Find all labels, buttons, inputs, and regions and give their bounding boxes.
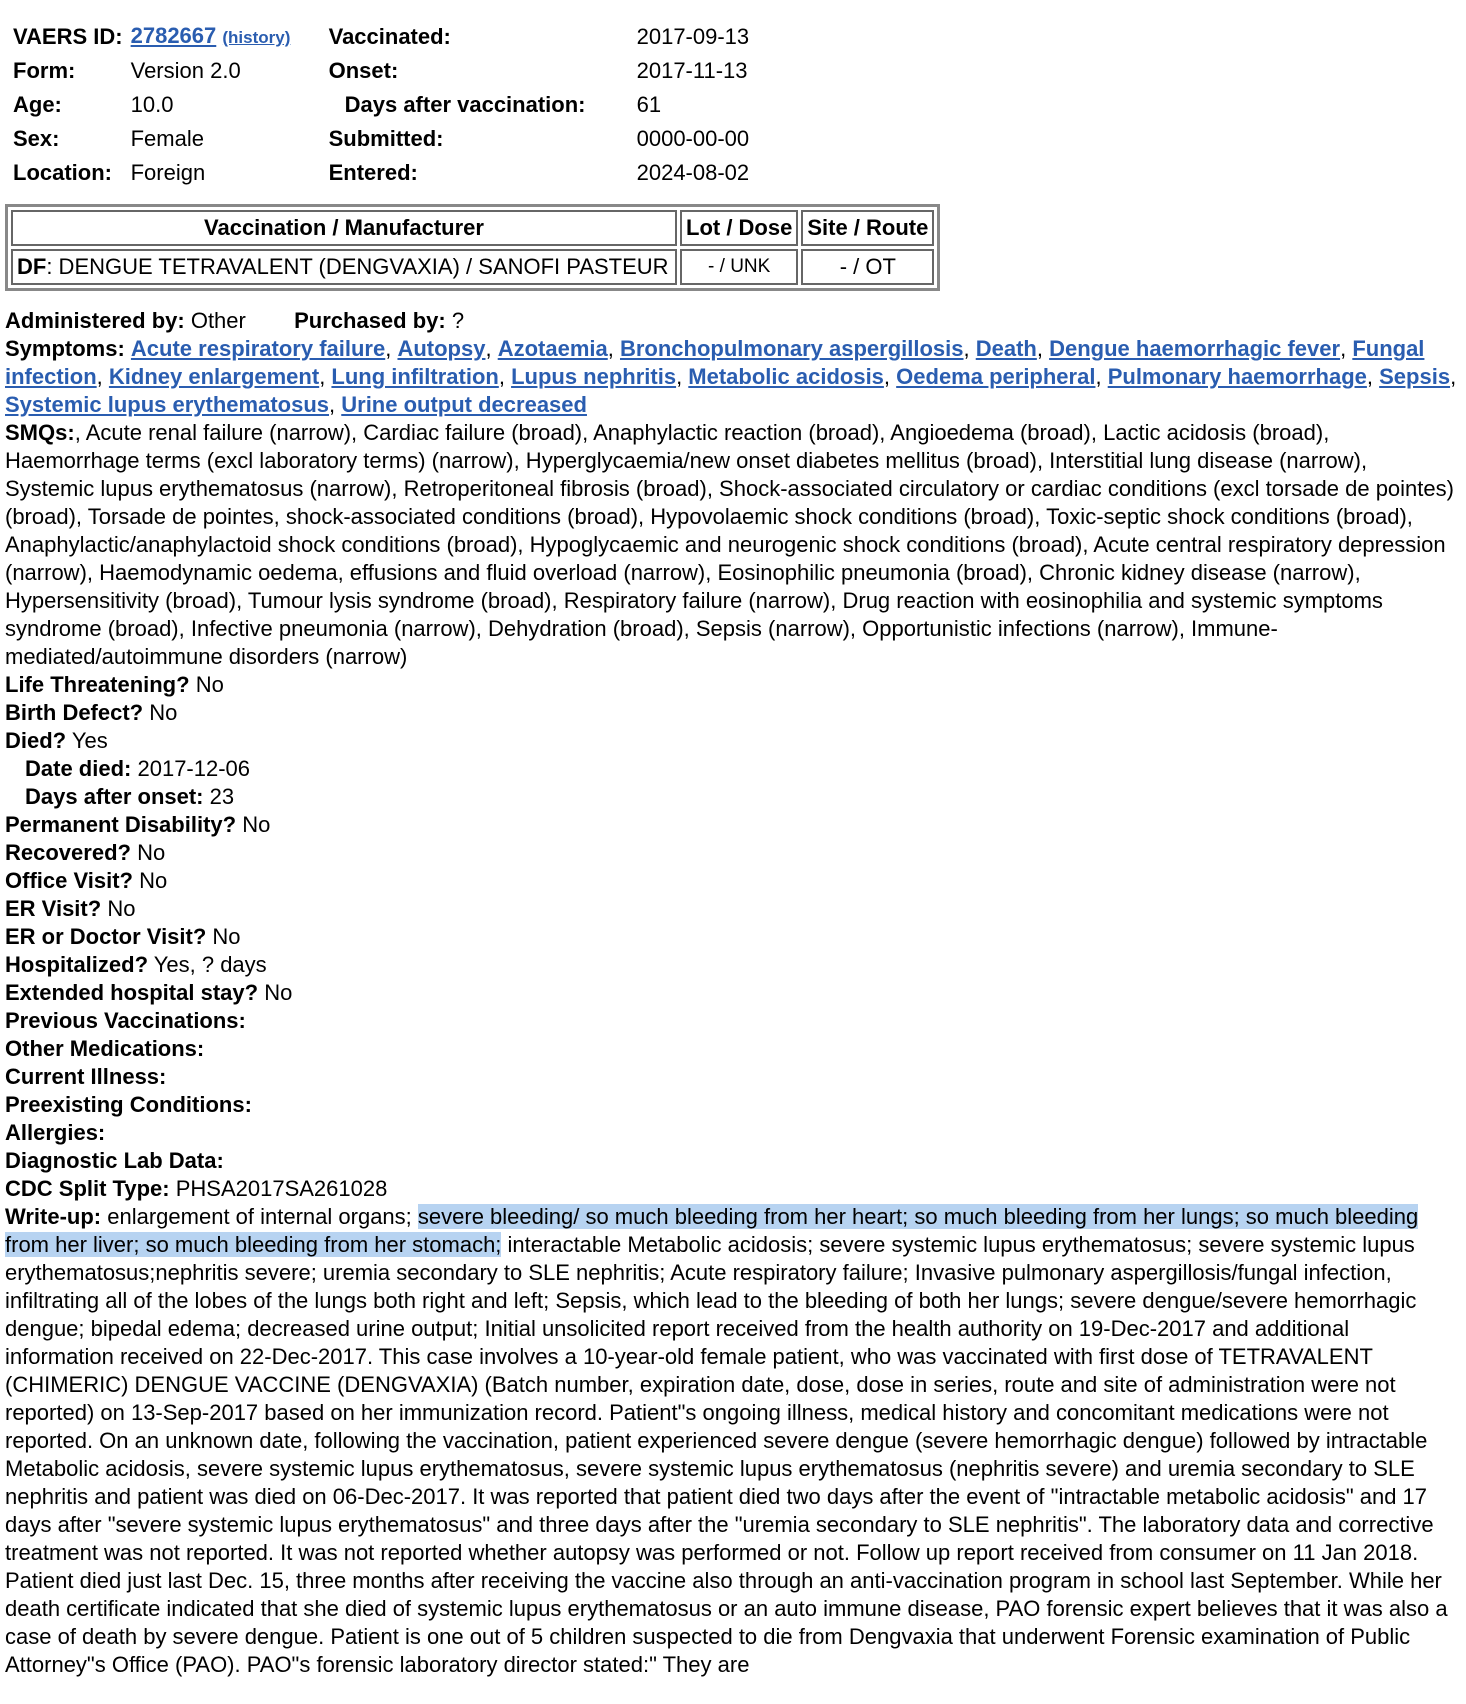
vaccine-cell [11, 249, 677, 285]
symptom-link[interactable]: Pulmonary haemorrhage [1107, 364, 1367, 389]
site-route-cell: - / OT [801, 249, 934, 285]
site-route-header: Site / Route [801, 210, 934, 246]
smqs-value: , Acute renal failure (narrow), Cardiac failure (broad), Anaphylactic reaction (broad), Angioedema (broad), Lactic acidosis (broad), Haemorrhage terms (excl laboratory terms) (narrow), Hyperglycaemia/new onset diabetes mellitus (broad), Interstitial lung disease (narrow), Systemic lupus erythematosus (narrow), Retroperitoneal fibrosis (broad), Shock-associated circulatory or cardiac conditions (excl torsade de pointes) (broad), Torsade de pointes, shock-associated conditions (broad), Hypovolaemic shock conditions (broad), Toxic-septic shock conditions (broad), Anaphylactic/anaphylactoid shock conditions (broad), Hypoglycaemic and neurogenic shock conditions (broad), Acute central respiratory depression (narrow), Haemodynamic oedema, effusions and fluid overload (narrow), Eosinophilic pneumonia (broad), Chronic kidney disease (narrow), Hypersensitivity (broad), Tumour lysis syndrome (broad), Respiratory failure (narrow), Drug reaction with eosinophilia and systemic symptoms syndrome (broad), Infective pneumonia (narrow), Dehydration (broad), Sepsis (narrow), Opportunistic infections (narrow), Immune-mediated/autoimmune disorders (narrow) [5, 420, 1454, 669]
onset-value: 2017-11-13 [636, 58, 748, 83]
cdc-split-type-label: CDC Split Type: [5, 1176, 170, 1201]
died-label: Died? [5, 728, 67, 753]
location-label: Location: [13, 160, 112, 185]
died-value: Yes [71, 728, 108, 753]
days-after-vaccination-label: Days after vaccination: [344, 92, 586, 117]
symptom-link[interactable]: Death [975, 336, 1037, 361]
submitted-label: Submitted: [328, 126, 444, 151]
allergies-label: Allergies: [5, 1120, 106, 1145]
days-after-onset-line [5, 783, 1460, 811]
vaccinated-value: 2017-09-13 [636, 24, 750, 49]
vaccination-header: Vaccination / Manufacturer [11, 210, 677, 246]
permanent-disability-label: Permanent Disability? [5, 812, 237, 837]
sex-label: Sex: [13, 126, 60, 151]
table-row [11, 249, 934, 285]
admin-line [5, 307, 1460, 335]
symptom-link[interactable]: Oedema peripheral [896, 364, 1096, 389]
sex-value: Female [130, 126, 204, 151]
report-details [5, 307, 1460, 1679]
extended-stay-line [5, 979, 1460, 1007]
hospitalized-line [5, 951, 1460, 979]
er-doctor-visit-label: ER or Doctor Visit? [5, 924, 207, 949]
days-after-vaccination-value: 61 [636, 92, 662, 117]
smqs-label: SMQs: [5, 420, 75, 445]
form-value: Version 2.0 [130, 58, 241, 83]
vaccinated-label: Vaccinated: [328, 24, 451, 49]
location-value: Foreign [130, 160, 206, 185]
writeup-line [5, 1203, 1460, 1679]
symptom-link[interactable]: Metabolic acidosis [688, 364, 884, 389]
previous-vaccinations-line [5, 1007, 1460, 1035]
purchased-value: ? [451, 308, 465, 333]
cdc-split-type-line [5, 1175, 1460, 1203]
symptom-link[interactable]: Fungal infection [5, 336, 1425, 389]
other-medications-line [5, 1035, 1460, 1063]
report-header [9, 20, 753, 190]
symptom-link[interactable]: Lung infiltration [331, 364, 499, 389]
onset-label: Onset: [328, 58, 399, 83]
symptom-link[interactable]: Acute respiratory failure [130, 336, 386, 361]
symptom-link[interactable]: Sepsis [1379, 364, 1451, 389]
writeup-text-pre: enlargement of internal organs; [101, 1204, 418, 1229]
er-visit-line [5, 895, 1460, 923]
administered-label: Administered by: [5, 308, 185, 333]
permanent-disability-line [5, 811, 1460, 839]
vaccination-table [5, 204, 940, 291]
vaccine-name: : DENGUE TETRAVALENT (DENGVAXIA) / SANOFI PASTEUR [46, 254, 669, 279]
days-after-onset-label: Days after onset: [25, 784, 204, 809]
vaccine-code: DF [17, 254, 47, 279]
date-died-line [5, 755, 1460, 783]
office-visit-value: No [139, 868, 168, 893]
previous-vaccinations-label: Previous Vaccinations: [5, 1008, 246, 1033]
entered-value: 2024-08-02 [636, 160, 750, 185]
er-visit-value: No [107, 896, 136, 921]
er-doctor-visit-value: No [212, 924, 241, 949]
life-threatening-line [5, 671, 1460, 699]
hospitalized-value: Yes, ? days [153, 952, 267, 977]
entered-label: Entered: [328, 160, 418, 185]
extended-stay-value: No [264, 980, 293, 1005]
writeup-text-selected: severe bleeding/ so much bleeding from her heart; so much bleeding from her lungs; so much bleeding from her liver; so much bleeding from her stomach; [5, 1204, 1419, 1257]
current-illness-line [5, 1063, 1460, 1091]
vaers-id-label: VAERS ID: [13, 24, 123, 49]
symptom-link[interactable]: Lupus nephritis [511, 364, 677, 389]
writeup-label: Write-up: [5, 1204, 102, 1229]
current-illness-label: Current Illness: [5, 1064, 167, 1089]
died-line [5, 727, 1460, 755]
diagnostic-lab-data-label: Diagnostic Lab Data: [5, 1148, 224, 1173]
vaers-id-cell [127, 20, 325, 54]
smqs-line [5, 419, 1460, 671]
recovered-line [5, 839, 1460, 867]
writeup-text-post: interactable Metabolic acidosis; severe systemic lupus erythematosus; severe systemic lupus erythematosus;nephritis severe; uremia secondary to SLE nephritis; Acute respiratory failure; Invasive pulmonary aspergillosis/fungal infection, infiltrating all of the lobes of the lungs both right and left; Sepsis, which lead to the bleeding of both her lungs; severe dengue/severe hemorrhagic dengue; bipedal edema; decreased urine output; Initial unsolicited report received from the health authority on 19-Dec-2017 and additional information received on 22-Dec-2017. This case involves a 10-year-old female patient, who was vaccinated with first dose of TETRAVALENT (CHIMERIC) DENGUE VACCINE (DENGVAXIA) (Batch number, expiration date, dose, dose in series, route and site of administration were not reported) on 13-Sep-2017 based on her immunization record. Patient"s ongoing illness, medical history and concomitant medications were not reported. On an unknown date, following the vaccination, patient experienced severe dengue (severe hemorrhagic dengue) followed by intractable Metabolic acidosis, severe systemic lupus erythematosus, severe systemic lupus erythematosus (nephritis severe) and uremia secondary to SLE nephritis and patient was died on 06-Dec-2017. It was reported that patient died two days after the event of "intractable metabolic acidosis" and 17 days after "severe systemic lupus erythematosus" and three days after the "uremia secondary to SLE nephritis". The laboratory data and corrective treatment was not reported. It was not reported whether autopsy was performed or not. Follow up report received from consumer on 11 Jan 2018. Patient died just last Dec. 15, three months after receiving the vaccine also through an anti-vaccination program in school last September. While her death certificate indicated that she died of systemic lupus erythematosus or an auto immune disease, PAO forensic expert believes that it was also a case of death by severe dengue. Patient is one out of 5 children suspected to die from Dengvaxia that underwent Forensic examination of Public Attorney"s Office (PAO). PAO"s forensic laboratory director stated:" They are [5, 1232, 1448, 1677]
diagnostic-lab-data-line [5, 1147, 1460, 1175]
vaers-id-link[interactable]: 2782667 [130, 23, 217, 48]
age-label: Age: [13, 92, 62, 117]
extended-stay-label: Extended hospital stay? [5, 980, 259, 1005]
history-link[interactable]: (history) [222, 28, 291, 47]
symptom-link[interactable]: Urine output decreased [341, 392, 587, 417]
purchased-label: Purchased by: [294, 308, 446, 333]
submitted-value: 0000-00-00 [636, 126, 750, 151]
life-threatening-value: No [195, 672, 224, 697]
life-threatening-label: Life Threatening? [5, 672, 190, 697]
allergies-line [5, 1119, 1460, 1147]
days-after-onset-value: 23 [209, 784, 235, 809]
administered-value: Other [190, 308, 246, 333]
recovered-value: No [137, 840, 166, 865]
other-medications-label: Other Medications: [5, 1036, 205, 1061]
symptoms-line: Symptoms: Acute respiratory failure, Autopsy, Azotaemia, Bronchopulmonary aspergillosis, Death, Dengue haemorrhagic fever, Fungal infection, Kidney enlargement, Lung infiltration, Lupus nephritis, Metabolic acidosis, Oedema peripheral, Pulmonary haemorrhage, Sepsis, Systemic lupus erythematosus, Urine output decreased [5, 336, 1457, 417]
birth-defect-line [5, 699, 1460, 727]
recovered-label: Recovered? [5, 840, 131, 865]
date-died-label: Date died: [25, 756, 132, 781]
age-value: 10.0 [130, 92, 174, 117]
birth-defect-label: Birth Defect? [5, 700, 144, 725]
preexisting-conditions-line [5, 1091, 1460, 1119]
symptom-link[interactable]: Systemic lupus erythematosus [5, 392, 330, 417]
birth-defect-value: No [149, 700, 178, 725]
permanent-disability-value: No [242, 812, 271, 837]
date-died-value: 2017-12-06 [137, 756, 251, 781]
er-visit-label: ER Visit? [5, 896, 102, 921]
preexisting-conditions-label: Preexisting Conditions: [5, 1092, 252, 1117]
symptom-link[interactable]: Kidney enlargement [108, 364, 320, 389]
symptom-link[interactable]: Autopsy [397, 336, 486, 361]
hospitalized-label: Hospitalized? [5, 952, 149, 977]
er-doctor-visit-line [5, 923, 1460, 951]
symptoms-label: Symptoms: [5, 336, 125, 361]
form-label: Form: [13, 58, 76, 83]
cdc-split-type-value: PHSA2017SA261028 [175, 1176, 388, 1201]
office-visit-label: Office Visit? [5, 868, 133, 893]
symptom-link[interactable]: Bronchopulmonary aspergillosis [619, 336, 964, 361]
lot-dose-header: Lot / Dose [680, 210, 798, 246]
lot-dose-cell: - / UNK [680, 249, 798, 285]
office-visit-line [5, 867, 1460, 895]
symptom-link[interactable]: Dengue haemorrhagic fever [1049, 336, 1341, 361]
symptom-link[interactable]: Azotaemia [497, 336, 608, 361]
